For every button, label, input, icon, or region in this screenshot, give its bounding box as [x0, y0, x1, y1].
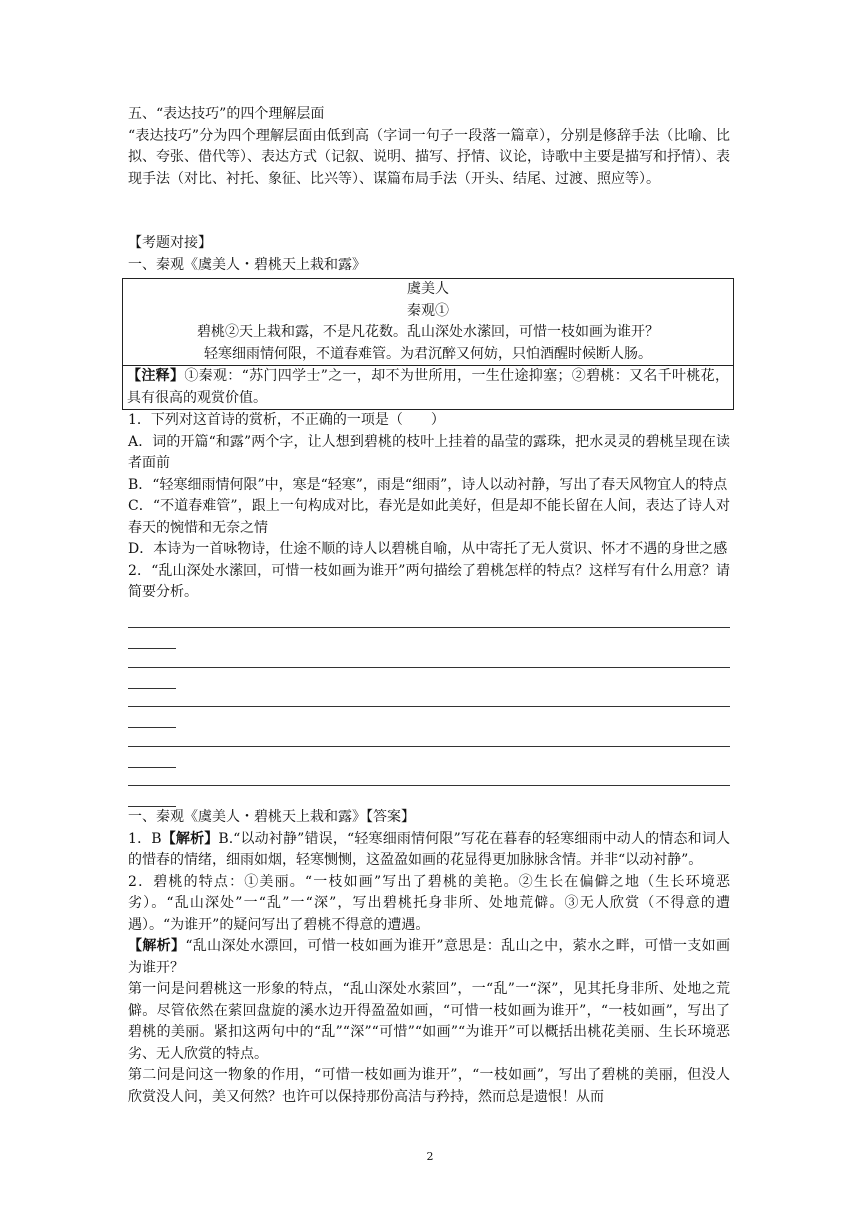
answer-line [128, 610, 730, 629]
answer-2-text: “乱山深处水漂回，可惜一枝如画为谁开”意思是：乱山之中，萦水之畔，可惜一支如画为谁开？ [128, 938, 731, 976]
answer-1-prefix: 1．B [128, 830, 162, 847]
section5-heading: 五、“表达技巧”的四个理解层面 [128, 106, 325, 122]
spacer [128, 190, 730, 233]
question-2: 2．“乱山深处水潆回，可惜一枝如画为谁开”两句描绘了碧桃怎样的特点？这样写有什么用意？请简要分析。 [128, 562, 730, 600]
answer-line [128, 649, 730, 668]
poem-author: 秦观① [407, 302, 449, 319]
answer-2: 2．碧桃的特点：①美丽。“一枝如画”写出了碧桃的美艳。②生长在偏僻之地（生长环境恶劣）。“乱山深处”一“乱”一“深”，写出碧桃托身非所、处地荒僻。③无人欣赏（不得意的遭遇）。“为谁开”的疑问写出了碧桃不得意的遭遇。 [128, 873, 730, 933]
poem-heading: 一、秦观《虞美人・碧桃天上栽和露》 [128, 256, 366, 273]
option-b: B．“轻寒细雨情何限”中，寒是“轻寒”，雨是“细雨”，诗人以动衬静，写出了春天风物宜人的特点 [128, 476, 728, 493]
answer-line [128, 689, 730, 708]
answer-line-end [128, 628, 176, 649]
question-1: 1．下列对这首诗的赏析，不正确的一项是（ ） [128, 412, 445, 428]
poem-box [122, 278, 734, 410]
page-number: 2 [426, 1150, 434, 1163]
answer-1 [128, 829, 730, 872]
answer-2-label: 【解析】 [128, 938, 186, 954]
analysis-paragraph-2: 第二问是问这一物象的作用，“可惜一枝如画为谁开”，“一枝如画”，写出了碧桃的美丽，但没人欣赏没人问，美又何然？也许可以保持那份高洁与矜持，然而总是遗恨！从而 [128, 1067, 730, 1105]
option-c: C．“不道春难管”，跟上一句构成对比，春光是如此美好，但是却不能长留在人间，表达了诗人对春天的惋惜和无奈之情 [128, 498, 730, 536]
exam-heading: 【考题对接】 [128, 235, 212, 251]
note-label: 【注释】 [127, 368, 185, 384]
section5-body: “表达技巧”分为四个理解层面由低到高（字词一句子一段落一篇章），分别是修辞手法（比喻、比拟、夸张、借代等）、表达方式（记叙、说明、描写、抒情、议论，诗歌中主要是描写和抒情）、表现手法（对比、衬托、象征、比兴等）、谋篇布局手法（开头、结尾、过渡、照应等）。 [128, 127, 730, 187]
answer-1-text: B.“以动衬静”错误，“轻寒细雨情何限”写花在暮春的轻寒细雨中动人的情态和词人的惜春的情绪，细雨如烟，轻寒恻恻，这盈盈如画的花显得更加脉脉含情。并非“以动衬静”。 [128, 830, 731, 868]
poem-line-1: 碧桃②天上栽和露，不是凡花数。乱山深处水潆回，可惜一枝如画为谁开？ [197, 324, 659, 340]
poem-line-2: 轻寒细雨情何限，不道春难管。为君沉醉又何妨，只怕酒醒时候断人肠。 [204, 345, 652, 362]
note-text: ①秦观：“苏门四学士”之一，却不为世所用，一生仕途抑塞；②碧桃：又名千叶桃花，具有很高的观赏价值。 [127, 368, 730, 406]
answer-line-end [128, 707, 176, 728]
answer-heading: 一、秦观《虞美人・碧桃天上栽和露》【答案】 [128, 809, 415, 825]
option-a: A．词的开篇“和露”两个字，让人想到碧桃的枝叶上挂着的晶莹的露珠，把水灵灵的碧桃呈现在读者面前 [128, 433, 730, 471]
answer-1-label: 【解析】 [161, 830, 219, 847]
analysis-paragraph-1: 第一问是问碧桃这一形象的特点，“乱山深处水萦回”，一“乱”一“深”，见其托身非所、处地之荒僻。尽管依然在萦回盘旋的溪水边开得盈盈如画，“可惜一枝如画为谁开”，“一枝如画”，写出了碧桃的美丽。紧扣这两句中的“乱”“深”“可惜”“如画”“为谁开”可以概括出桃花美丽、生长环境恶劣、无人欣赏的特点。 [128, 981, 730, 1062]
answer-lines [128, 610, 730, 808]
answer-line-end [128, 786, 176, 807]
poem-title: 虞美人 [407, 281, 449, 297]
option-d: D．本诗为一首咏物诗，仕途不顺的诗人以碧桃自喻，从中寄托了无人赏识、怀才不遇的身世之感 [128, 541, 728, 557]
poem-note [123, 365, 733, 409]
page-content [128, 104, 730, 1108]
answer-line-end [128, 668, 176, 689]
answer-line [128, 728, 730, 747]
answer-line-end [128, 747, 176, 768]
answer-line [128, 768, 730, 787]
